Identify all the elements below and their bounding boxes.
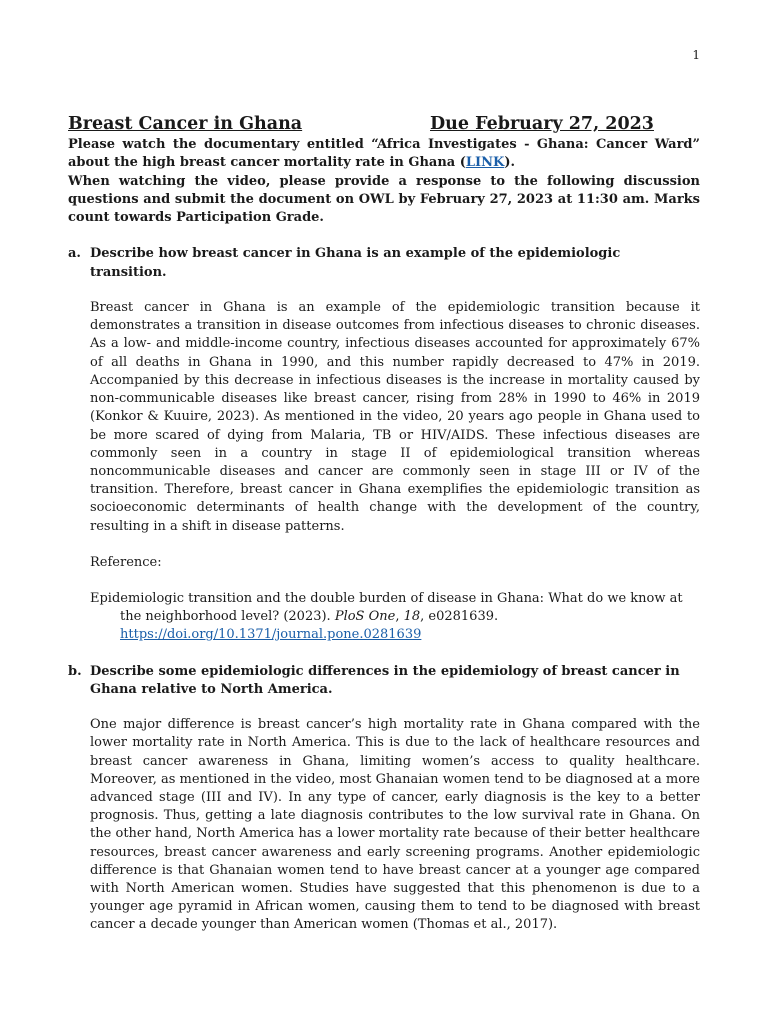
document-content [68,112,700,935]
reference-label: Reference: [90,554,162,570]
question-letter: a. [68,246,81,262]
documentary-link[interactable]: LINK [465,155,505,171]
page-number: 1 [692,48,700,62]
answer-b: One major difference is breast cancer’s high mortality rate in Ghana compared with the lower mortality rate in North America. This is due to the lack of healthcare resources and breast cancer awareness in Ghana, limiting women’s access to quality healthcare. Moreover, as mentioned in the video, most Ghanaian women tend to be diagnosed at a more advanced stage (III and IV). In any type of cancer, early diagnosis is the key to a better prognosis. Thus, getting a late diagnosis contributes to the low survival rate in Ghana. On the other hand, North America has a lower mortality rate because of their better healthcare resources, breast cancer awareness and early screening programs. Another epidemiologic difference is that Ghanaian women tend to have breast cancer at a younger age compared with North American women. Studies have suggested that this phenomenon is due to a younger age pyramid in African women, causing them to tend to be diagnosed with breast cancer a decade younger than American women (Thomas et al., 2017). [90,717,700,933]
question-text: Describe some epidemiologic differences in the epidemiology of breast cancer in Ghana relative to North America. [90,663,680,697]
intro-paragraph [68,136,700,227]
due-date: Due February 27, 2023 [430,114,654,134]
reference-sep: , [395,609,404,625]
intro-text-end: ). [504,155,515,171]
question-letter: b. [68,663,82,679]
question-text: Describe how breast cancer in Ghana is an example of the epidemiologic transition. [90,246,621,280]
instructions-text: When watching the video, please provide a response to the following discussion questions and submit the document on OWL by February 27, 2023 at 11:30 am. Marks count towards Participation Grade. [68,173,700,226]
intro-text: Please watch the documentary entitled “Africa Investigates - Ghana: Cancer Ward” about the high breast cancer mortality rate in Ghana ( [68,137,700,171]
answer-a: Breast cancer in Ghana is an example of the epidemiologic transition because it demonstrates a transition in disease outcomes from infectious diseases to chronic diseases. As a low- and middle-income country, infectious diseases accounted for approximately 67% of all deaths in Ghana in 1990, and this number rapidly decreased to 47% in 2019. Accompanied by this decrease in infectious diseases is the increase in mortality caused by non-communicable diseases like breast cancer, rising from 28% in 1990 to 46% in 2019 (Konkor & Kuuire, 2023). As mentioned in the video, 20 years ago people in Ghana used to be more scared of dying from Malaria, TB or HIV/AIDS. These infectious diseases are commonly seen in a country in stage II of epidemiological transition whereas noncommunicable diseases and cancer are commonly seen in stage III or IV of the transition. Therefore, breast cancer in Ghana exemplifies the epidemiologic transition as socioeconomic determinants of health change with the development of the country, resulting in a shift in disease patterns. [90,300,700,534]
header-row [68,112,700,136]
question-a [68,245,700,282]
reference-title: Epidemiologic transition and the double burden of disease in Ghana: What do we know at the neighborhood level? (2023). [90,590,683,625]
reference-rest: , e0281639. [420,609,499,625]
reference-entry [90,590,700,645]
question-b [68,663,700,700]
document-title: Breast Cancer in Ghana [68,114,303,134]
reference-journal: PloS One [334,609,396,625]
reference-doi-link[interactable]: https://doi.org/10.1371/journal.pone.0281639 [120,627,422,643]
reference-volume: 18 [403,609,421,625]
